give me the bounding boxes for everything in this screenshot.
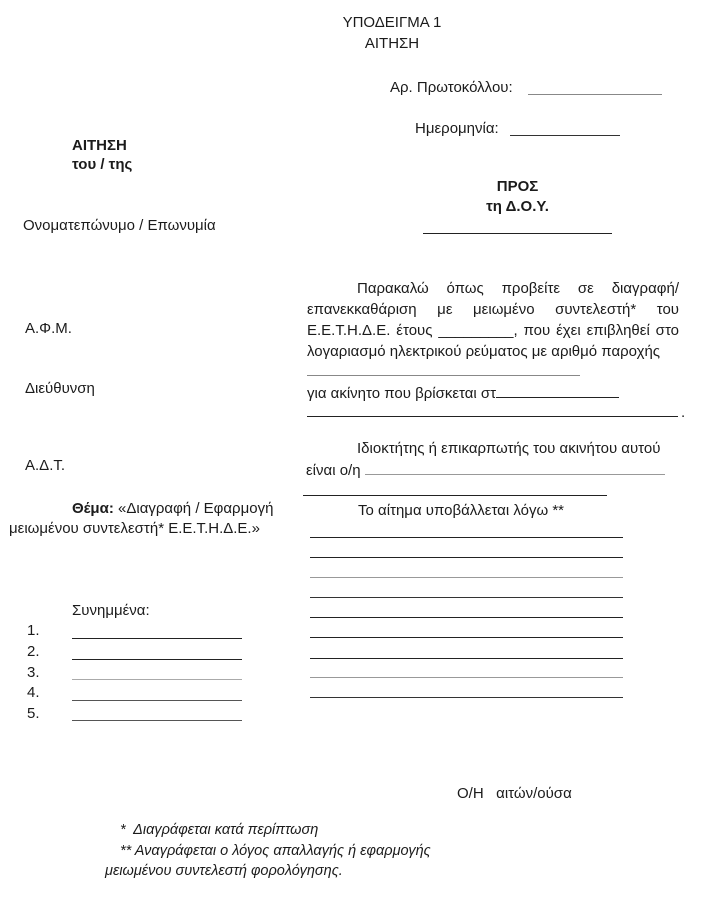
attachment-item-number: 4. (27, 684, 40, 701)
attachment-blank-line (72, 638, 242, 639)
name-label: Ονοματεπώνυμο / Επωνυμία (23, 217, 216, 234)
theme-line-1 (72, 500, 273, 518)
reason-blank-line (310, 677, 623, 678)
applicant-subheading: του / της (72, 156, 133, 173)
document-header (70, 14, 714, 53)
property-location-blank (496, 395, 619, 398)
attachments-heading: Συνημμένα: (72, 602, 150, 619)
reason-blank-line (310, 537, 623, 538)
attachment-blank-line (72, 679, 242, 680)
reason-blank-line (310, 658, 623, 659)
template-label: ΥΠΟΔΕΙΓΜΑ 1 (342, 14, 442, 31)
recipient-doy-blank-line (423, 233, 612, 234)
attachment-item-number: 3. (27, 664, 40, 681)
owner-line-2-text: είναι ο/η (306, 462, 365, 479)
recipient-block (400, 178, 635, 216)
reason-blank-line (310, 637, 623, 638)
theme-line-2: μειωμένου συντελεστή* Ε.Ε.Τ.Η.Δ.Ε.» (9, 520, 260, 537)
recipient-doy-label: τη Δ.Ο.Υ. (486, 198, 549, 215)
attachment-blank-line (72, 700, 242, 701)
afm-label: Α.Φ.Μ. (25, 320, 72, 337)
owner-line-1: Ιδιοκτήτης ή επικαρπωτής του ακινήτου αυτού (357, 440, 661, 457)
address-label: Διεύθυνση (25, 380, 95, 397)
property-location-blank-line-2 (307, 416, 678, 417)
theme-text-1: «Διαγραφή / Εφαρμογή (113, 500, 274, 517)
request-paragraph: Παρακαλώ όπως προβείτε σε διαγραφή/ επανεκκαθάριση με μειωμένο συντελεστή* του Ε.Ε.Τ.Η.Δ.Ε. έτους _________, που έχει επιβληθεί στο λογαριασμό ηλεκτρικού ρεύματος με αριθμό παροχής (307, 280, 679, 360)
signature-label: Ο/Η αιτών/ούσα (457, 785, 572, 802)
property-location-line (307, 385, 619, 403)
protocol-number-blank-line (528, 94, 662, 95)
adt-label: Α.Δ.Τ. (25, 457, 66, 474)
reason-blank-line (310, 617, 623, 618)
supply-number-blank-line (307, 375, 580, 376)
recipient-to-label: ΠΡΟΣ (496, 178, 539, 195)
reason-blank-line (310, 597, 623, 598)
footnote-line-1: * Διαγράφεται κατά περίπτωση (120, 822, 319, 838)
attachment-item-number: 2. (27, 643, 40, 660)
owner-name-blank-line-2 (303, 495, 607, 496)
applicant-heading: ΑΙΤΗΣΗ (72, 137, 127, 154)
sentence-period: . (681, 404, 686, 421)
reason-blank-line (310, 557, 623, 558)
owner-name-blank (365, 472, 665, 475)
reason-blank-line (310, 577, 623, 578)
footnote-line-2: ** Αναγράφεται ο λόγος απαλλαγής ή εφαρμογής (120, 843, 431, 859)
attachment-item-number: 1. (27, 622, 40, 639)
reason-blank-line (310, 697, 623, 698)
attachment-blank-line (72, 720, 242, 721)
date-label: Ημερομηνία: (415, 120, 499, 137)
owner-line-2 (306, 462, 665, 480)
form-title: ΑΙΤΗΣΗ (364, 35, 420, 52)
footnote-line-3: μειωμένου συντελεστή φορολόγησης. (105, 863, 343, 879)
date-blank-line (510, 135, 620, 136)
attachment-blank-line (72, 659, 242, 660)
attachment-item-number: 5. (27, 705, 40, 722)
property-location-text: για ακίνητο που βρίσκεται στ (307, 385, 497, 402)
protocol-number-label: Αρ. Πρωτοκόλλου: (390, 79, 513, 96)
theme-label: Θέμα: (72, 500, 114, 517)
request-reason-heading: Το αίτημα υποβάλλεται λόγω ** (358, 502, 565, 519)
